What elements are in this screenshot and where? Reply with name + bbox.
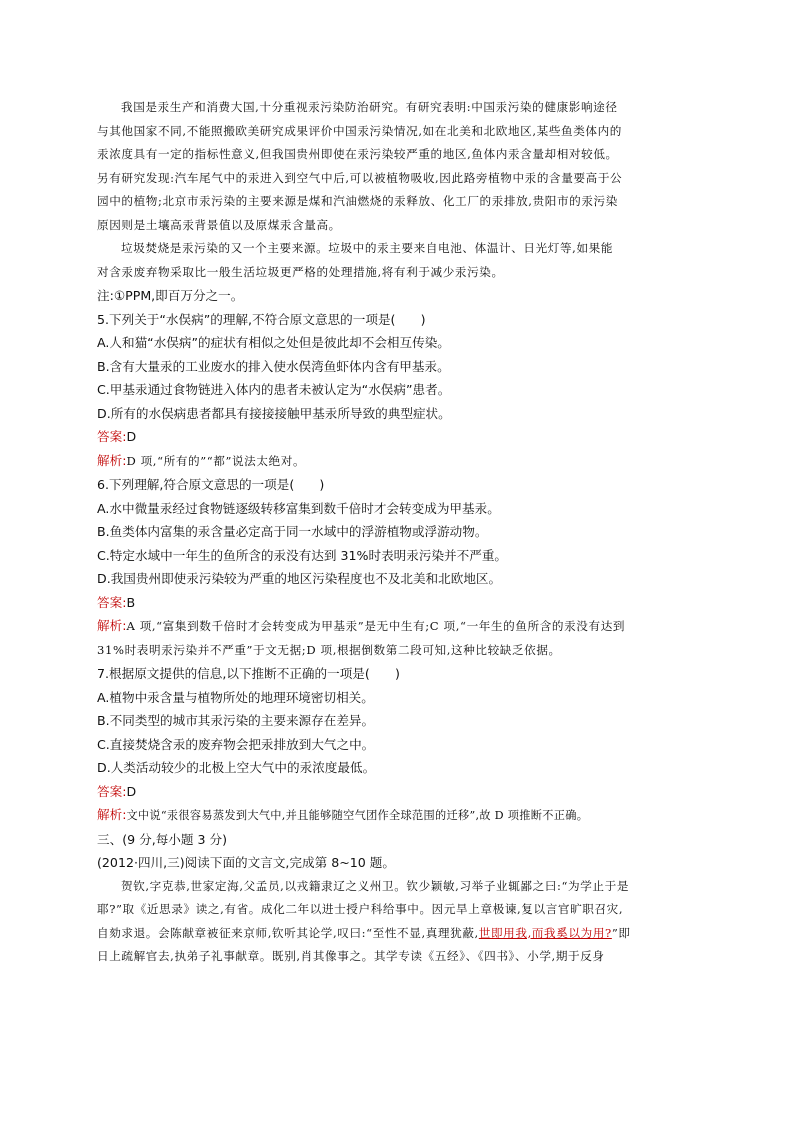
text-line: 日上疏解官去,执弟子礼事献章。既别,肖其像事之。其学专读《五经》、《四书》、小学,期于反身 (97, 949, 605, 963)
text-line: 另有研究发现:汽车尾气中的汞进入到空气中后,可以被植物吸收,因此路旁植物中汞的含量要高于公 (97, 170, 623, 185)
document-page (97, 96, 702, 969)
text-line: 耶?”取《近思录》读之,有省。成化二年以进士授户科给事中。因元旱上章极谏,复以言官旷职召灾, (97, 902, 624, 916)
text-line: 我国是汞生产和消费大国,十分重视汞污染防治研究。有研究表明:中国汞污染的健康影响途径 (121, 100, 618, 114)
underlined-sentence: 世即用我,而我奚以为用? (478, 925, 612, 940)
option-a: A.植物中汞含量与植物所处的地理环境密切相关。 (97, 689, 374, 705)
explanation-text: D 项,“所有的”“都”说法太绝对。 (126, 453, 306, 468)
text-line: 对含汞废弃物采取比一般生活垃圾更严格的处理措施,将有利于减少汞污染。 (97, 264, 504, 279)
passage (97, 96, 702, 284)
option-c: C.甲基汞通过食物链进入体内的患者未被认定为“水俣病”患者。 (97, 382, 451, 397)
option-d: D.我国贵州即使汞污染较为严重的地区污染程度也不及北美和北欧地区。 (97, 571, 502, 586)
explanation-label: 解析: (97, 807, 127, 822)
passage-paragraph-2 (97, 237, 702, 284)
text-line: 自劾求退。会陈献章被征来京师,钦听其论学,叹曰:“至性不显,真理犹蔽,世即用我,而我奚以为用?”即 (97, 925, 631, 940)
text-line: 垃圾焚烧是汞污染的又一个主要来源。垃圾中的汞主要来自电池、体温计、日光灯等,如果能 (121, 241, 614, 255)
answer-label: 答案: (97, 429, 127, 444)
option-b: B.不同类型的城市其汞污染的主要来源存在差异。 (97, 713, 375, 728)
text-line: 贺钦,字克恭,世家定海,父孟员,以戎籍隶辽之义州卫。钦少颖敏,习举子业辄鄙之曰:“为学止于是 (121, 878, 630, 893)
question-6 (97, 473, 702, 662)
explanation (97, 803, 702, 828)
question-7 (97, 662, 702, 828)
question-stem: 6.下列理解,符合原文意思的一项是( ) (97, 477, 325, 492)
explanation (97, 449, 702, 474)
explanation-text: 31%时表明汞污染并不严重”于文无据;D 项,根据倒数第二段可知,这种比较缺乏依据。 (97, 642, 561, 657)
answer (97, 425, 702, 449)
answer-label: 答案: (97, 783, 127, 799)
explanation-label: 解析: (97, 452, 127, 468)
section-intro: (2012·四川,三)阅读下面的文言文,完成第 8~10 题。 (97, 855, 395, 870)
footnote: 注:①PPM,即百万分之一。 (97, 288, 244, 303)
classical-passage (97, 875, 702, 969)
option-a: A.水中微量汞经过食物链逐级转移富集到数千倍时才会转变成为甲基汞。 (97, 500, 500, 516)
text-line: 汞浓度具有一定的指标性意义,但我国贵州即使在汞污染较严重的地区,鱼体内汞含量却相对较低。 (97, 147, 618, 161)
section-3 (97, 828, 702, 969)
explanation-text: A 项,“富集到数千倍时才会转变成为甲基汞”是无中生有;C 项,“一年生的鱼所含的汞没有达到 (126, 619, 626, 633)
answer (97, 780, 702, 804)
question-stem: 7.根据原文提供的信息,以下推断不正确的一项是( ) (97, 666, 400, 681)
text-line: 原因则是土壤高汞背景值以及原煤汞含量高。 (97, 217, 341, 232)
answer-value: B (126, 594, 136, 610)
explanation (97, 614, 702, 662)
option-c: C.直接焚烧含汞的废弃物会把汞排放到大气之中。 (97, 736, 375, 752)
text-line: 与其他国家不同,不能照搬欧美研究成果评价中国汞污染情况,如在北美和北欧地区,某些鱼类体内的 (97, 123, 622, 138)
option-c: C.特定水域中一年生的鱼所含的汞没有达到 31%时表明汞污染并不严重。 (97, 547, 508, 563)
explanation-label: 解析: (97, 618, 127, 633)
answer-value: D (126, 783, 137, 799)
question-5 (97, 308, 702, 474)
question-stem: 5.下列关于“水俣病”的理解,不符合原文意思的一项是( ) (97, 311, 426, 327)
option-d: D.所有的水俣病患者都具有接接接触甲基汞所导致的典型症状。 (97, 405, 451, 421)
answer (97, 591, 702, 615)
option-a: A.人和猫“水俣病”的症状有相似之处但是彼此却不会相互传染。 (97, 335, 450, 350)
option-d: D.人类活动较少的北极上空大气中的汞浓度最低。 (97, 760, 376, 775)
option-b: B.含有大量汞的工业废水的排入使水俣湾鱼虾体内含有甲基汞。 (97, 358, 450, 374)
text-line: 园中的植物;北京市汞污染的主要来源是煤和汽油燃烧的汞释放、化工厂的汞排放,贵阳市的汞污染 (97, 194, 618, 208)
option-b: B.鱼类体内富集的汞含量必定高于同一水域中的浮游植物或浮游动物。 (97, 524, 488, 539)
explanation-text: 文中说“汞很容易蒸发到大气中,并且能够随空气团作全球范围的迁移”,故 D 项推断不正确。 (126, 809, 589, 822)
answer-label: 答案: (97, 594, 127, 610)
answer-value: D (126, 429, 137, 444)
passage-paragraph-1 (97, 96, 702, 237)
section-heading: 三、(9 分,每小题 3 分) (97, 831, 228, 847)
